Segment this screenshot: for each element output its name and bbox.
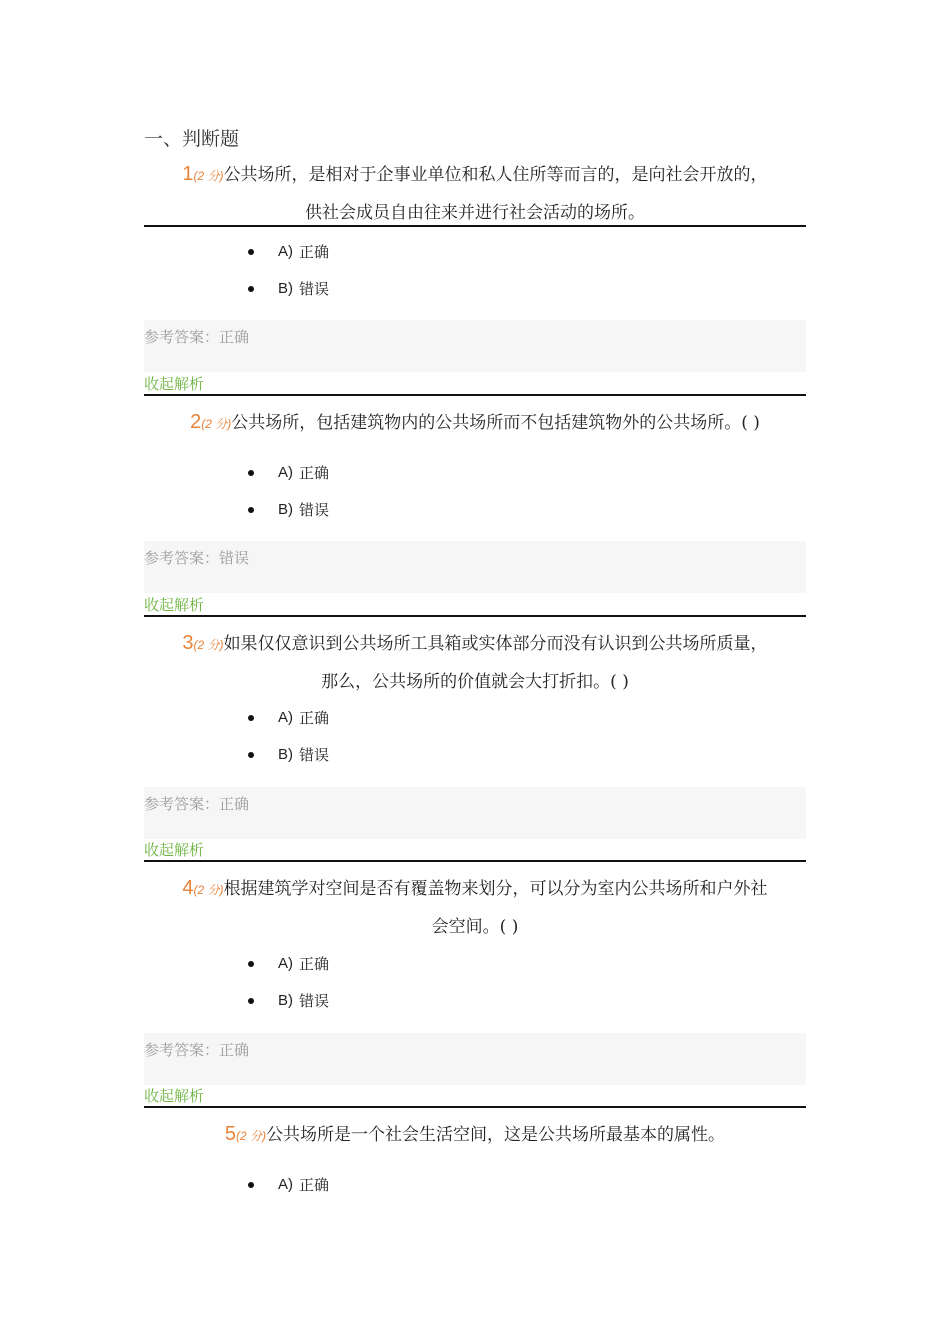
question-number: 3 — [182, 632, 194, 654]
option-letter: A) — [278, 955, 293, 972]
bullet-icon — [248, 286, 254, 292]
question-text-line2: 供社会成员自由往来并进行社会活动的场所。 — [305, 203, 645, 223]
divider — [144, 394, 806, 396]
question-text-line1: 根据建筑学对空间是否有覆盖物来划分，可以分为室内公共场所和户外社 — [223, 879, 768, 899]
question-score: (2 分) — [193, 169, 224, 183]
option-letter: B) — [278, 746, 293, 763]
question-text-line2: 会空间。( ) — [431, 917, 519, 937]
answer-value: 正确 — [219, 328, 250, 346]
option-text: 正确 — [299, 709, 330, 727]
option-b[interactable] — [248, 278, 329, 299]
option-letter: B) — [278, 280, 293, 297]
collapse-analysis-link[interactable]: 收起解析 — [144, 596, 205, 614]
bullet-icon — [248, 470, 254, 476]
question-text-line1: 公共场所，包括建筑物内的公共场所而不包括建筑物外的公共场所。( ) — [231, 413, 760, 433]
option-text: 正确 — [299, 243, 330, 261]
reference-answer — [144, 320, 806, 372]
question-5 — [144, 1116, 806, 1155]
option-text: 错误 — [299, 501, 330, 519]
divider — [144, 225, 806, 227]
option-letter: B) — [278, 501, 293, 518]
question-number: 1 — [182, 163, 194, 185]
collapse-analysis-link[interactable]: 收起解析 — [144, 1087, 205, 1105]
answer-value: 正确 — [219, 1041, 250, 1059]
reference-answer — [144, 787, 806, 839]
bullet-icon — [248, 961, 254, 967]
question-1 — [144, 156, 806, 232]
bullet-icon — [248, 715, 254, 721]
divider — [144, 860, 806, 862]
question-4 — [144, 870, 806, 946]
collapse-analysis-link[interactable]: 收起解析 — [144, 375, 205, 393]
divider — [144, 1106, 806, 1108]
question-score: (2 分) — [193, 638, 224, 652]
option-letter: A) — [278, 709, 293, 726]
option-a[interactable] — [248, 1174, 329, 1195]
question-number: 4 — [182, 877, 194, 899]
question-text-line1: 如果仅仅意识到公共场所工具箱或实体部分而没有认识到公共场所质量， — [223, 634, 768, 654]
question-number: 2 — [190, 411, 202, 433]
option-letter: A) — [278, 243, 293, 260]
question-2 — [144, 404, 806, 443]
answer-label: 参考答案： — [144, 328, 220, 346]
bullet-icon — [248, 507, 254, 513]
option-text: 错误 — [299, 746, 330, 764]
reference-answer — [144, 541, 806, 593]
answer-value: 正确 — [219, 795, 250, 813]
bullet-icon — [248, 998, 254, 1004]
question-score: (2 分) — [201, 417, 232, 431]
answer-label: 参考答案： — [144, 795, 220, 813]
question-number: 5 — [224, 1123, 237, 1145]
option-a[interactable] — [248, 462, 329, 483]
answer-label: 参考答案： — [144, 1041, 220, 1059]
option-letter: A) — [278, 1176, 293, 1193]
option-a[interactable] — [248, 241, 329, 262]
question-text-line2: 那么，公共场所的价值就会大打折扣。( ) — [321, 672, 629, 692]
reference-answer — [144, 1033, 806, 1085]
bullet-icon — [248, 249, 254, 255]
answer-label: 参考答案： — [144, 549, 220, 567]
option-text: 正确 — [299, 955, 330, 973]
option-a[interactable] — [248, 707, 329, 728]
question-text-line1: 公共场所，是相对于企事业单位和私人住所等而言的，是向社会开放的， — [223, 165, 768, 185]
bullet-icon — [248, 1182, 254, 1188]
option-a[interactable] — [248, 953, 329, 974]
collapse-analysis-link[interactable]: 收起解析 — [144, 841, 205, 859]
option-text: 错误 — [299, 992, 330, 1010]
option-letter: A) — [278, 464, 293, 481]
question-text-line1: 公共场所是一个社会生活空间，这是公共场所最基本的属性。 — [266, 1125, 726, 1145]
question-score: (2 分) — [236, 1129, 267, 1143]
bullet-icon — [248, 752, 254, 758]
option-b[interactable] — [248, 744, 329, 765]
option-b[interactable] — [248, 499, 329, 520]
option-text: 正确 — [299, 464, 330, 482]
option-letter: B) — [278, 992, 293, 1009]
question-score: (2 分) — [193, 883, 224, 897]
section-title: 一、判断题 — [144, 128, 240, 150]
answer-value: 错误 — [219, 549, 250, 567]
divider — [144, 615, 806, 617]
option-text: 正确 — [299, 1176, 330, 1194]
option-text: 错误 — [299, 280, 330, 298]
question-3 — [144, 625, 806, 701]
option-b[interactable] — [248, 990, 329, 1011]
